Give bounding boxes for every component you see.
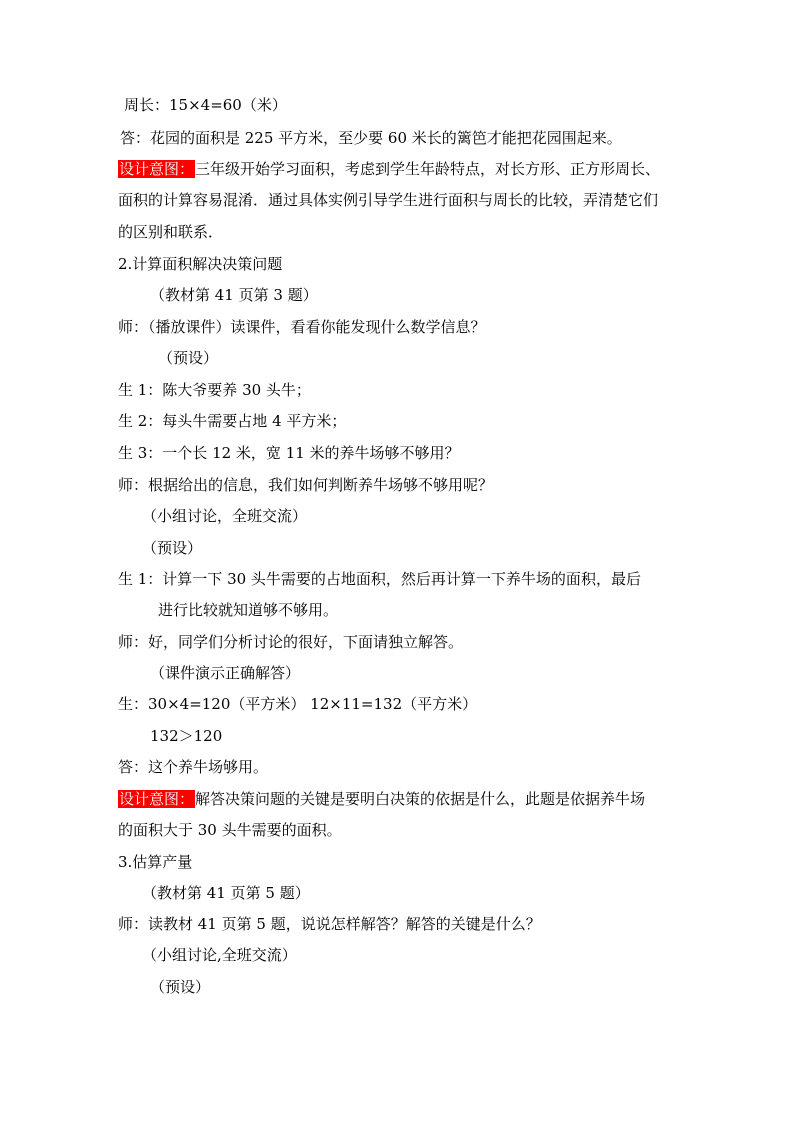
design-intent-text: 三年级开始学习面积，考虑到学生年龄特点，对长方形、正方形周长、	[195, 160, 661, 178]
student-calculation: 生：30×4=120（平方米） 12×11=132（平方米）	[118, 695, 478, 713]
teacher-line: 师：根据给出的信息，我们如何判断养牛场够不够用呢？	[118, 476, 494, 494]
textbook-reference: （教材第 41 页第 3 题）	[150, 286, 318, 304]
paragraph-line: 的区别和联系．	[118, 223, 224, 241]
comparison-line: 132＞120	[150, 727, 223, 745]
teacher-line: 师：读教材 41 页第 5 题，说说怎样解答？解答的关键是什么？	[118, 915, 541, 933]
group-discussion-note: （小组讨论，全班交流）	[142, 507, 308, 525]
perimeter-calculation: 周长：15×4=60（米）	[124, 96, 287, 114]
design-intent-label: 设计意图：	[119, 790, 195, 808]
preset-note: （预设）	[150, 978, 211, 996]
student-line: 生 1：陈大爷要养 30 头牛；	[118, 381, 311, 399]
preset-note: （预设）	[142, 539, 203, 557]
preset-note: （预设）	[158, 349, 219, 367]
student-line: 生 3：一个长 12 米，宽 11 米的养牛场够不够用？	[118, 444, 460, 462]
paragraph-line: 的面积大于 30 头牛需要的面积。	[118, 821, 342, 839]
section-heading: 3.估算产量	[118, 853, 193, 871]
section-heading: 2.计算面积解决决策问题	[118, 255, 283, 273]
student-line: 生 2：每头牛需要占地 4 平方米；	[118, 412, 347, 430]
courseware-note: （课件演示正确解答）	[150, 664, 301, 682]
design-intent-text: 解答决策问题的关键是要明白决策的依据是什么，此题是依据养牛场	[195, 790, 646, 808]
design-intent-paragraph-2	[118, 789, 645, 809]
student-line: 生 1：计算一下 30 头牛需要的占地面积，然后再计算一下养牛场的面积，最后	[118, 570, 641, 588]
group-discussion-note: （小组讨论,全班交流）	[142, 946, 297, 964]
teacher-line: 师：好，同学们分析讨论的很好，下面请独立解答。	[118, 633, 464, 651]
answer-line: 答：这个养牛场够用。	[118, 758, 269, 776]
student-line-continued: 进行比较就知道够不够用。	[158, 601, 339, 619]
design-intent-paragraph-1	[118, 159, 660, 179]
answer-line: 答：花园的面积是 225 平方米，至少要 60 米长的篱笆才能把花园围起来。	[120, 129, 622, 147]
teacher-line: 师：（播放课件）读课件，看看你能发现什么数学信息？	[118, 318, 486, 336]
paragraph-line: 面积的计算容易混淆．通过具体实例引导学生进行面积与周长的比较，弄清楚它们	[118, 191, 659, 209]
design-intent-label: 设计意图：	[119, 160, 195, 178]
textbook-reference: （教材第 41 页第 5 题）	[142, 884, 310, 902]
